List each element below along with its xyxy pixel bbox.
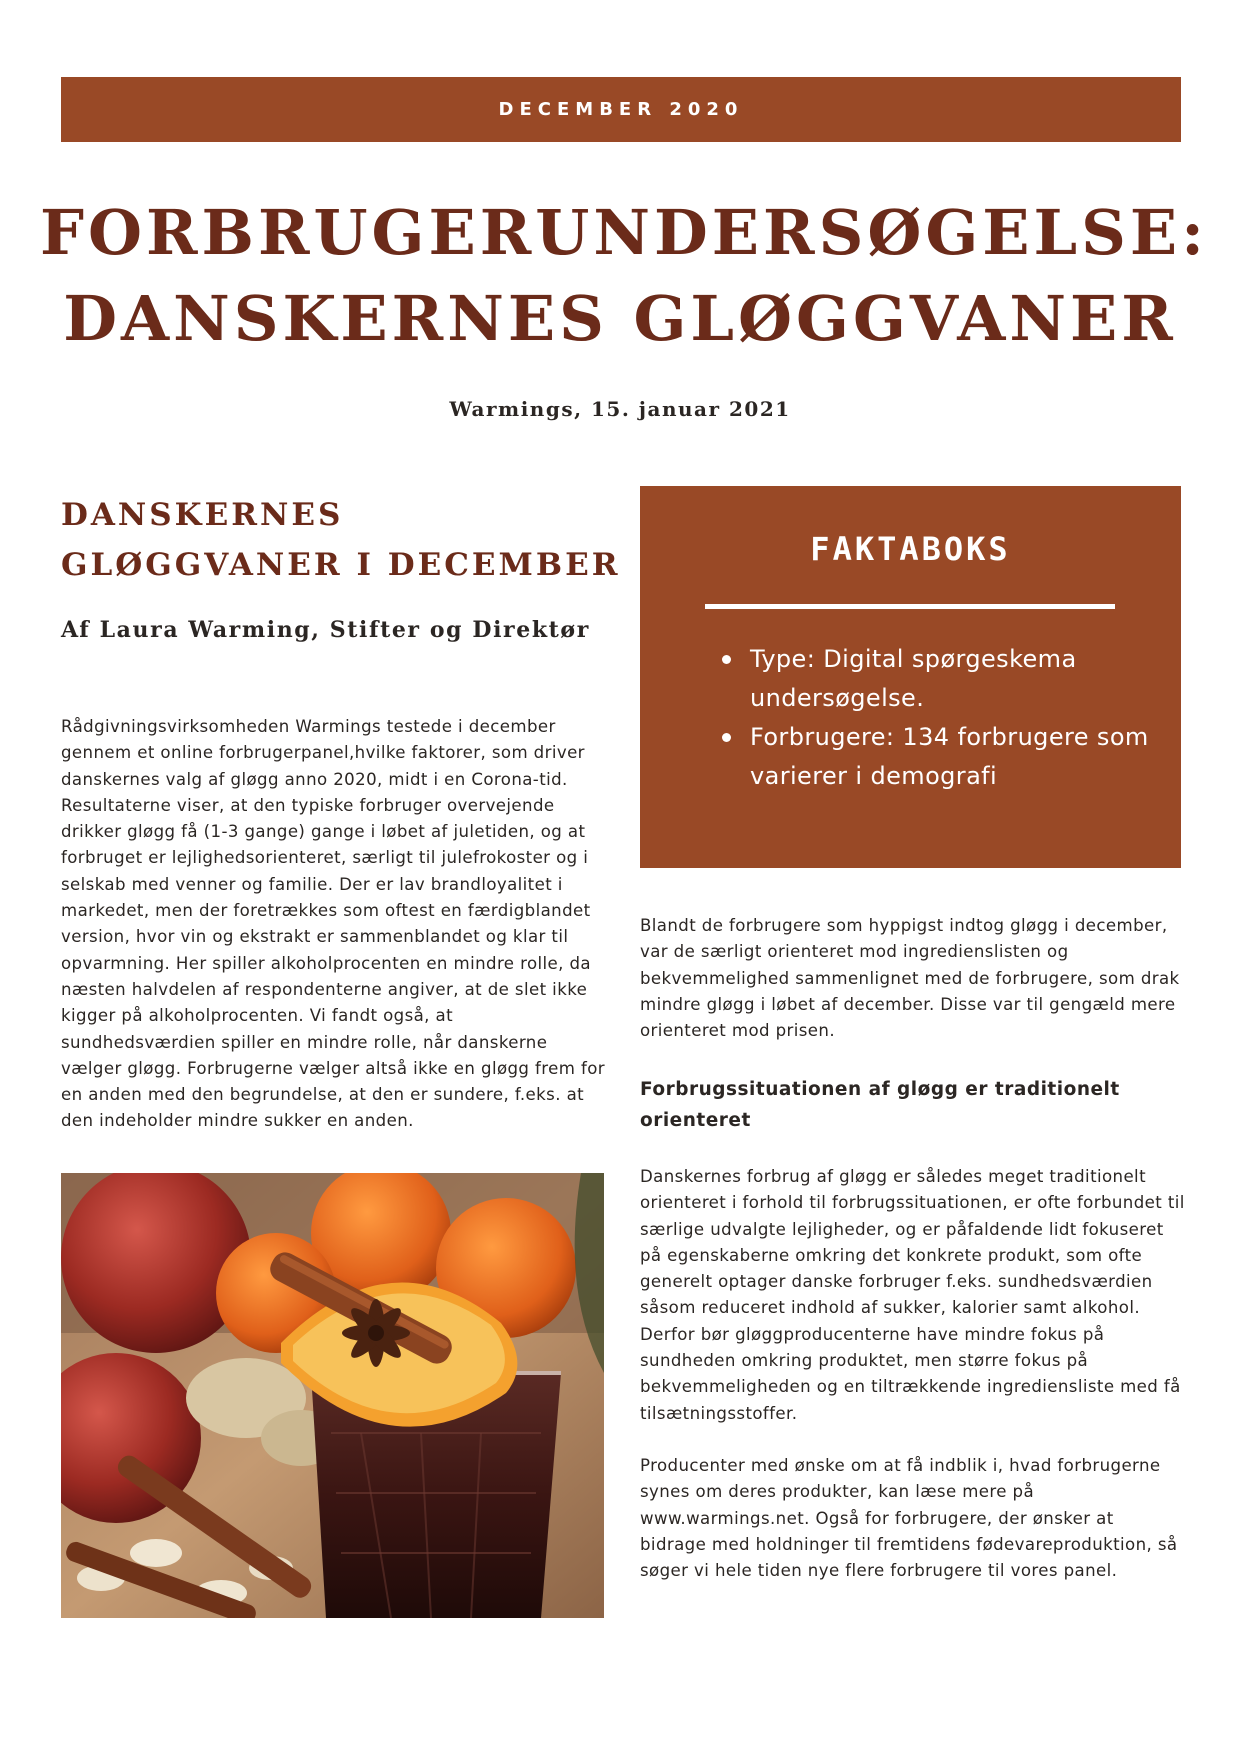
fact-box: [640, 486, 1181, 868]
fact-list-item: Type: Digital spørgeskema undersøgelse.: [750, 640, 1160, 718]
byline: Af Laura Warming, Stifter og Direktør: [61, 617, 590, 643]
consumption-subheading: Forbrugssituationen af gløgg er traditionelt orienteret: [640, 1079, 1120, 1131]
fact-box-title: FAKTABOKS: [810, 530, 1011, 568]
dateline: Warmings, 15. januar 2021: [449, 397, 791, 421]
article-heading: [61, 490, 621, 590]
date-banner-text: DECEMBER 2020: [498, 99, 744, 120]
consumption-paragraph: Danskernes forbrug af gløgg er således meget traditionelt orienteret i forhold til forbrugssituationen, er ofte forbundet til særlige udvalgte lejligheder, og er påfaldende lidt fokuseret på egenskaberne omkring det konkrete produkt, som ofte generelt optager danske forbruger f.eks. sundhedsværdien såsom reduceret indhold af sukker, kalorier samt alkohol. Derfor bør gløggproducenterne have mindre fokus på sundheden omkring produktet, men større fokus på bekvemmeligheden og en tiltrækkende ingrediensliste med få tilsætningsstoffer.: [640, 1167, 1185, 1423]
date-banner: [61, 77, 1181, 142]
page-title-line1: FORBRUGERUNDERSØGELSE:: [40, 196, 1209, 269]
mulled-wine-photo: [61, 1173, 604, 1618]
article-heading-line1: DANSKERNES: [61, 497, 344, 533]
closing-paragraph: Producenter med ønske om at få indblik i, hvad forbrugerne synes om deres produkter, kan læse mere på www.warmings.net. Også for forbrugere, der ønsker at bidrage med holdninger til fremtidens fødevareproduktion, så søger vi hele tiden nye flere forbrugere til vores panel.: [640, 1456, 1178, 1581]
fact-box-divider: [705, 604, 1115, 609]
findings-paragraph: Blandt de forbrugere som hyppigst indtog gløgg i december, var de særligt orienteret mod ingredienslisten og bekvemmelighed sammenlignet med de forbrugere, som drak mindre gløgg i løbet af december. Disse var til gengæld mere orienteret mod prisen.: [640, 916, 1180, 1041]
intro-paragraph: Rådgivningsvirksomheden Warmings testede i december gennem et online forbrugerpanel,hvilke faktorer, som driver danskernes valg af gløgg anno 2020, midt i en Corona-tid. Resultaterne viser, at den typiske forbruger overvejende drikker gløgg få (1-3 gange) gange i løbet af juletiden, og at forbruget er lejlighedsorienteret, særligt til julefrokoster og i selskab med venner og familie. Der er lav brandloyalitet i markedet, men der foretrækkes som oftest en færdigblandet version, hvor vin og ekstrakt er sammenblandet og klar til opvarmning. Her spiller alkoholprocenten en mindre rolle, da næsten halvdelen af respondenterne angiver, at de slet ikke kigger på alkoholprocenten. Vi fandt også, at sundhedsværdien spiller en mindre rolle, når danskerne vælger gløgg. Forbrugerne vælger altså ikke en gløgg frem for en anden med den begrundelse, at den er sundere, f.eks. at den indeholder mindre sukker en anden.: [61, 717, 606, 1131]
fact-list: [750, 640, 1160, 796]
article-heading-line2: GLØGGVANER I DECEMBER: [61, 547, 621, 583]
fact-list-item: Forbrugere: 134 forbrugere som varierer i demografi: [750, 718, 1160, 796]
page-title-line2: DANSKERNES GLØGGVANER: [63, 282, 1177, 355]
page-title: [40, 190, 1209, 362]
